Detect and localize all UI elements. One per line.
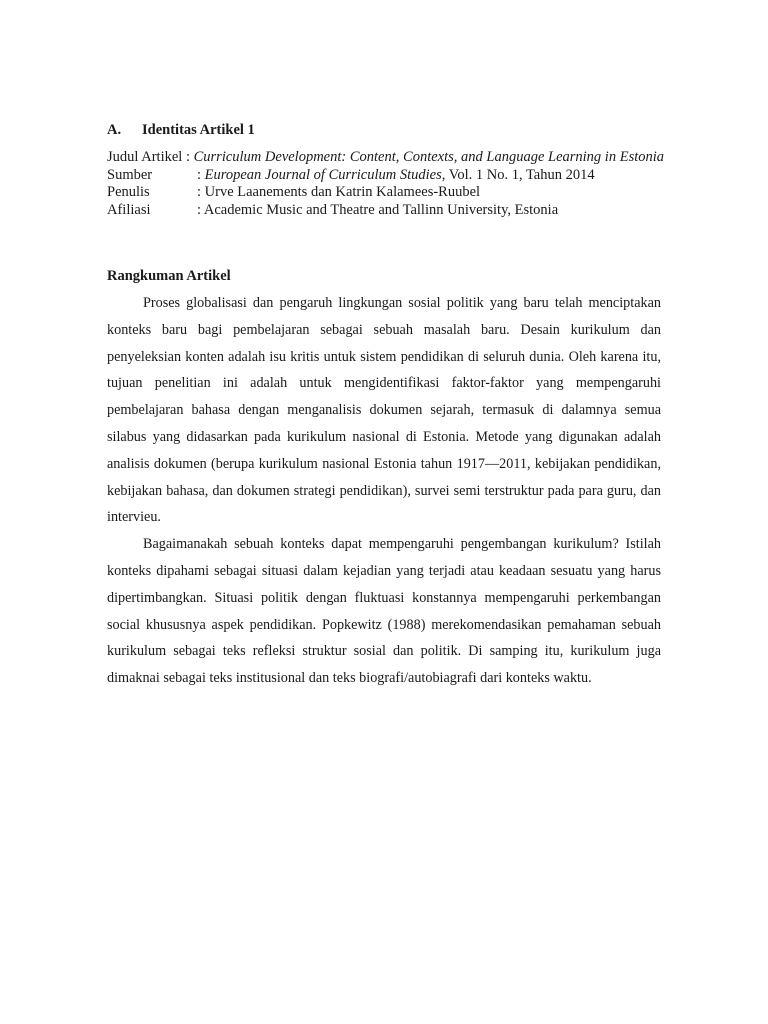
section-heading [107, 121, 255, 139]
section-letter: A. [107, 122, 122, 138]
sumber-label: Sumber [107, 166, 153, 183]
judul-row [107, 149, 667, 167]
sumber-row [107, 167, 667, 185]
penulis-row [107, 184, 667, 202]
afiliasi-row [107, 202, 667, 220]
sumber-value [197, 167, 667, 185]
penulis-label: Penulis [107, 184, 150, 200]
summary-heading: Rangkuman Artikel [107, 268, 231, 284]
section-title: Identitas Artikel 1 [142, 122, 255, 138]
sumber-colon: : [197, 166, 205, 183]
judul-label: Judul Artikel : [107, 149, 190, 165]
afiliasi-value: : Academic Music and Theatre and Tallinn University, Estonia [197, 201, 559, 218]
judul-value: Curriculum Development: Content, Contexts, and Language Learning in Estonia [193, 149, 665, 165]
summary-paragraph-2: Bagaimanakah sebuah konteks dapat mempengaruhi pengembangan kurikulum? Istilah konteks dipahami sebagai situasi dalam kejadian yang terjadi atau keadaan sesuatu yang harus dipertimbangkan. Situasi politik dengan fluktuasi konstannya mempengaruhi perkembangan social khususnya aspek pendidikan. Popkewitz (1988) merekomendasikan pemahaman sebuah kurikulum sebagai teks refleksi struktur sosial dan politik. Di samping itu, kurikulum juga dimaknai sebagai teks institusional dan teks biografi/autobiagrafi dari konteks waktu. [107, 536, 661, 687]
summary-body [107, 290, 661, 692]
sumber-details: , Vol. 1 No. 1, Tahun 2014 [441, 166, 595, 183]
penulis-value: : Urve Laanements dan Katrin Kalamees-Ruubel [197, 184, 481, 200]
article-identity [107, 149, 667, 219]
sumber-journal: European Journal of Curriculum Studies [204, 166, 442, 183]
summary-paragraph-1: Proses globalisasi dan pengaruh lingkungan sosial politik yang baru telah menciptakan konteks baru bagi pembelajaran sebagai sebuah masalah baru. Desain kurikulum dan penyeleksian konten adalah isu kritis untuk sistem pendidikan di seluruh dunia. Oleh karena itu, tujuan penelitian ini adalah untuk mengidentifikasi faktor-faktor yang mempengaruhi pembelajaran bahasa dengan menganalisis dokumen sejarah, termasuk di dalamnya semua silabus yang didasarkan pada kurikulum nasional di Estonia. Metode yang digunakan adalah analisis dokumen (berupa kurikulum nasional Estonia tahun 1917—2011, kebijakan pendidikan, kebijakan bahasa, dan dokumen strategi pendidikan), survei semi terstruktur pada para guru, dan intervieu. [107, 295, 661, 526]
afiliasi-label: Afiliasi [107, 201, 151, 218]
